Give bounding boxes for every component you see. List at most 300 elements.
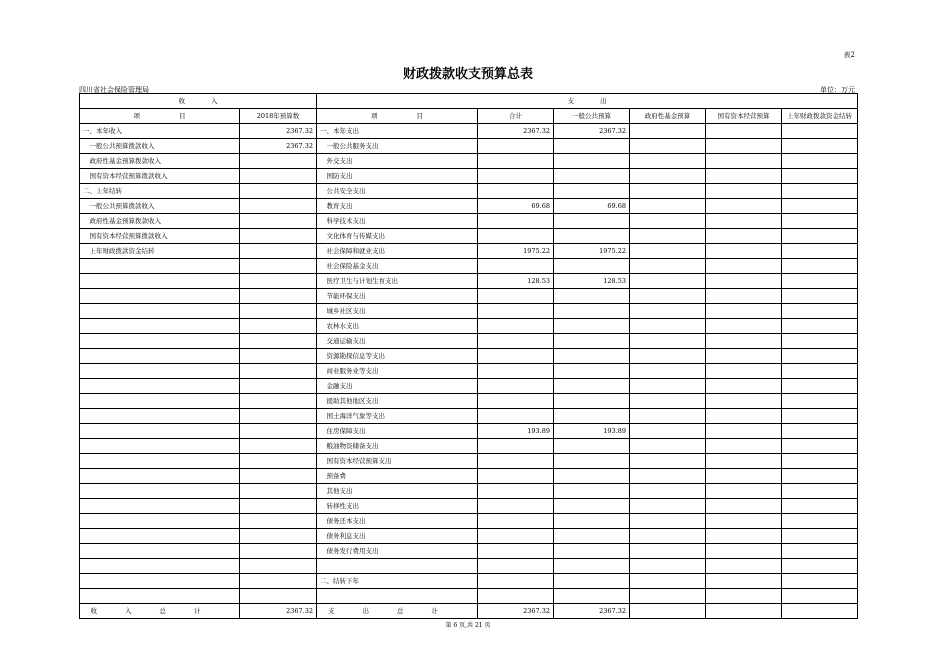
income-item-cell [80, 484, 240, 499]
income-amount-cell [240, 244, 317, 259]
table-row [80, 139, 858, 154]
fund-budget-cell [630, 304, 706, 319]
state-capital-budget-cell [706, 184, 782, 199]
carryover-cell [782, 274, 858, 289]
general-budget-cell: 128.53 [554, 274, 630, 289]
income-amount-cell [240, 514, 317, 529]
income-amount-cell [240, 529, 317, 544]
income-amount-cell [240, 259, 317, 274]
state-capital-budget-cell [706, 154, 782, 169]
expense-total-cell [478, 139, 554, 154]
carryover-cell [782, 319, 858, 334]
expense-total-cell [478, 454, 554, 469]
expense-item-cell: 国有资本经营预算支出 [317, 454, 478, 469]
table-row [80, 424, 858, 439]
expense-total-cell [478, 409, 554, 424]
table-row [80, 589, 858, 604]
table-row [80, 409, 858, 424]
expense-item-cell: 社会保险基金支出 [317, 259, 478, 274]
state-capital-budget-cell [706, 379, 782, 394]
carryover-cell [782, 124, 858, 139]
carryover-cell [782, 244, 858, 259]
carryover-cell [782, 544, 858, 559]
state-capital-budget-cell [706, 319, 782, 334]
expense-item-cell: 交通运输支出 [317, 334, 478, 349]
state-capital-budget-header: 国有资本经营预算 [706, 109, 782, 124]
state-capital-budget-cell [706, 364, 782, 379]
fund-budget-cell [630, 454, 706, 469]
general-budget-cell [554, 559, 630, 574]
income-item-cell: 国有资本经营预算拨款收入 [80, 169, 240, 184]
table-row [80, 349, 858, 364]
expense-total-cell [478, 304, 554, 319]
expense-total-cell [478, 184, 554, 199]
expense-total-cell [478, 259, 554, 274]
state-capital-budget-cell [706, 589, 782, 604]
general-budget-cell [554, 589, 630, 604]
table-row [80, 214, 858, 229]
fund-budget-header: 政府性基金预算 [630, 109, 706, 124]
state-capital-budget-cell [706, 274, 782, 289]
income-item-cell [80, 334, 240, 349]
table-row [80, 124, 858, 139]
expense-item-cell: 公共安全支出 [317, 184, 478, 199]
carryover-header: 上年财政拨款资金结转 [782, 109, 858, 124]
fund-budget-cell [630, 379, 706, 394]
state-capital-budget-cell [706, 469, 782, 484]
carryover-cell [782, 589, 858, 604]
expense-total-cell [478, 529, 554, 544]
income-amount-cell [240, 349, 317, 364]
table-row [80, 319, 858, 334]
table-row [80, 334, 858, 349]
income-amount-cell [240, 214, 317, 229]
income-item-cell [80, 394, 240, 409]
expense-total-cell [478, 319, 554, 334]
state-capital-budget-cell [706, 544, 782, 559]
carryover-cell [782, 199, 858, 214]
page-footer: 第 6 页,共 21 页 [445, 622, 491, 629]
income-item-cell [80, 469, 240, 484]
expense-total-cell [478, 229, 554, 244]
expense-total-cell [478, 289, 554, 304]
income-amount-cell [240, 154, 317, 169]
general-budget-cell [554, 334, 630, 349]
income-item-cell: 上年财政拨款资金结转 [80, 244, 240, 259]
table-row [80, 304, 858, 319]
expense-total-cell [478, 214, 554, 229]
income-total-label: 收入总计 [80, 604, 240, 619]
income-item-cell: 一、本年收入 [80, 124, 240, 139]
state-capital-budget-cell [706, 529, 782, 544]
budget-table [79, 93, 858, 619]
general-budget-cell [554, 169, 630, 184]
general-budget-cell [554, 499, 630, 514]
carryover-cell [782, 379, 858, 394]
carryover-cell [782, 559, 858, 574]
general-budget-header: 一般公共预算 [554, 109, 630, 124]
unit-name: 四川省社会保险管理局 [79, 86, 149, 94]
unit-label: 单位：万元 [820, 86, 855, 94]
income-item-cell [80, 544, 240, 559]
expense-total-cell: 193.89 [478, 424, 554, 439]
carryover-cell [782, 409, 858, 424]
fund-budget-cell [630, 469, 706, 484]
table-row [80, 274, 858, 289]
income-item-cell: 二、上年结转 [80, 184, 240, 199]
table-row [80, 289, 858, 304]
expense-item-cell: 转移性支出 [317, 499, 478, 514]
fund-budget-cell [630, 124, 706, 139]
expense-group-header: 支 出 [317, 94, 858, 109]
state-capital-budget-cell [706, 139, 782, 154]
fund-budget-cell [630, 439, 706, 454]
fund-budget-cell [630, 289, 706, 304]
fund-budget-cell [630, 514, 706, 529]
income-amount-cell [240, 589, 317, 604]
state-capital-budget-cell [706, 304, 782, 319]
table-row [80, 244, 858, 259]
table-row [80, 514, 858, 529]
general-budget-cell [554, 484, 630, 499]
income-amount-cell [240, 169, 317, 184]
fund-budget-cell [630, 349, 706, 364]
table-row [80, 379, 858, 394]
state-capital-budget-cell [706, 439, 782, 454]
carryover-cell [782, 394, 858, 409]
fund-budget-cell [630, 274, 706, 289]
expense-total-cell [478, 334, 554, 349]
expense-item-cell: 社会保障和就业支出 [317, 244, 478, 259]
expense-total-cell [478, 364, 554, 379]
fund-budget-cell [630, 199, 706, 214]
fund-budget-cell [630, 589, 706, 604]
income-item-cell [80, 424, 240, 439]
expense-total-cell [478, 469, 554, 484]
general-budget-cell [554, 379, 630, 394]
income-item-cell [80, 349, 240, 364]
table-row [80, 574, 858, 589]
table-row [80, 199, 858, 214]
table-row [80, 394, 858, 409]
expense-item-cell: 债务利息支出 [317, 529, 478, 544]
expense-total-cell [478, 484, 554, 499]
budget-2018-header: 2018年预算数 [240, 109, 317, 124]
income-item-cell [80, 259, 240, 274]
fund-budget-cell [630, 484, 706, 499]
general-budget-cell [554, 349, 630, 364]
expense-total-cell [478, 394, 554, 409]
income-item-cell [80, 289, 240, 304]
expense-item-header: 项 目 [317, 109, 478, 124]
fund-budget-cell [630, 259, 706, 274]
state-capital-budget-cell [706, 289, 782, 304]
expense-total-cell [478, 379, 554, 394]
fund-budget-cell [630, 559, 706, 574]
state-capital-budget-cell [706, 499, 782, 514]
general-budget-cell [554, 184, 630, 199]
table-row [80, 454, 858, 469]
income-amount-cell [240, 469, 317, 484]
expense-total-cell [478, 169, 554, 184]
fund-budget-cell [630, 139, 706, 154]
state-capital-budget-cell [706, 424, 782, 439]
carryover-cell [782, 184, 858, 199]
general-budget-cell [554, 229, 630, 244]
expense-total-cell [478, 514, 554, 529]
general-budget-cell [554, 304, 630, 319]
income-amount-cell [240, 274, 317, 289]
general-budget-cell [554, 409, 630, 424]
income-amount-cell [240, 544, 317, 559]
income-item-cell [80, 439, 240, 454]
general-budget-cell: 2367.32 [554, 124, 630, 139]
table-row [80, 529, 858, 544]
expense-item-cell: 医疗卫生与计划生育支出 [317, 274, 478, 289]
fund-budget-cell [630, 229, 706, 244]
fund-budget-cell [630, 169, 706, 184]
carryover-cell [782, 469, 858, 484]
general-budget-cell [554, 139, 630, 154]
table-row [80, 469, 858, 484]
state-capital-budget-cell [706, 514, 782, 529]
income-amount-cell [240, 379, 317, 394]
fund-budget-cell [630, 409, 706, 424]
general-budget-cell [554, 454, 630, 469]
totals-row [80, 604, 858, 619]
fund-budget-cell [630, 529, 706, 544]
expense-item-cell: 国土海洋气象等支出 [317, 409, 478, 424]
general-budget-cell [554, 514, 630, 529]
expense-item-cell: 住房保障支出 [317, 424, 478, 439]
carryover-cell [782, 439, 858, 454]
expense-total-label: 支出总计 [317, 604, 478, 619]
expense-item-cell: 援助其他地区支出 [317, 394, 478, 409]
income-item-cell [80, 409, 240, 424]
state-capital-budget-cell [706, 229, 782, 244]
income-amount-cell: 2367.32 [240, 139, 317, 154]
general-budget-cell [554, 529, 630, 544]
carryover-cell [782, 484, 858, 499]
carryover-cell [782, 229, 858, 244]
table-row [80, 439, 858, 454]
expense-total-cell [478, 154, 554, 169]
income-item-cell [80, 319, 240, 334]
expense-item-cell: 外交支出 [317, 154, 478, 169]
state-capital-budget-cell [706, 409, 782, 424]
income-item-cell [80, 454, 240, 469]
income-group-header: 收 入 [80, 94, 317, 109]
income-amount-cell [240, 409, 317, 424]
general-budget-cell: 193.89 [554, 424, 630, 439]
expense-item-cell: 教育支出 [317, 199, 478, 214]
general-budget-cell [554, 364, 630, 379]
income-item-cell [80, 514, 240, 529]
income-amount-cell [240, 574, 317, 589]
income-amount-cell [240, 484, 317, 499]
income-item-cell [80, 499, 240, 514]
income-amount-cell [240, 319, 317, 334]
expense-item-cell [317, 559, 478, 574]
income-amount-cell [240, 334, 317, 349]
income-item-cell [80, 574, 240, 589]
income-item-cell [80, 529, 240, 544]
income-total-amount: 2367.32 [240, 604, 317, 619]
fund-budget-cell [630, 184, 706, 199]
fund-budget-cell [630, 574, 706, 589]
general-budget-cell [554, 439, 630, 454]
expense-general-total: 2367.32 [554, 604, 630, 619]
state-capital-budget-cell [706, 124, 782, 139]
state-capital-budget-cell [706, 244, 782, 259]
expense-item-cell: 债务还本支出 [317, 514, 478, 529]
fund-budget-cell [630, 364, 706, 379]
income-item-cell [80, 379, 240, 394]
income-amount-cell [240, 454, 317, 469]
page-title: 财政拨款收支预算总表 [402, 67, 533, 82]
income-item-header: 项 目 [80, 109, 240, 124]
income-item-cell: 国有资本经营预算拨款收入 [80, 229, 240, 244]
fund-budget-cell [630, 394, 706, 409]
general-budget-cell: 69.68 [554, 199, 630, 214]
fund-budget-cell [630, 424, 706, 439]
income-amount-cell [240, 229, 317, 244]
fund-budget-cell [630, 499, 706, 514]
expense-item-cell [317, 589, 478, 604]
table-row [80, 229, 858, 244]
carryover-cell [782, 454, 858, 469]
fund-budget-cell [630, 214, 706, 229]
expense-total-cell [478, 499, 554, 514]
general-budget-cell [554, 259, 630, 274]
state-capital-budget-cell [706, 349, 782, 364]
income-amount-cell [240, 394, 317, 409]
table-row [80, 169, 858, 184]
income-amount-cell [240, 199, 317, 214]
general-budget-cell: 1975.22 [554, 244, 630, 259]
total-header: 合计 [478, 109, 554, 124]
expense-item-cell: 粮油物资储备支出 [317, 439, 478, 454]
expense-item-cell: 二、结转下年 [317, 574, 478, 589]
fund-total-cell [630, 604, 706, 619]
carryover-cell [782, 349, 858, 364]
table-row [80, 484, 858, 499]
income-amount-cell [240, 184, 317, 199]
income-amount-cell [240, 364, 317, 379]
fund-budget-cell [630, 244, 706, 259]
expense-item-cell: 资源勘探信息等支出 [317, 349, 478, 364]
fund-budget-cell [630, 334, 706, 349]
carryover-cell [782, 289, 858, 304]
expense-item-cell: 商业服务业等支出 [317, 364, 478, 379]
general-budget-cell [554, 574, 630, 589]
expense-item-cell: 预备费 [317, 469, 478, 484]
expense-total-cell: 69.68 [478, 199, 554, 214]
expense-total-cell [478, 544, 554, 559]
carryover-cell [782, 364, 858, 379]
fund-budget-cell [630, 154, 706, 169]
expense-total-cell: 2367.32 [478, 124, 554, 139]
income-amount-cell [240, 304, 317, 319]
expense-item-cell: 节能环保支出 [317, 289, 478, 304]
expense-item-cell: 其他支出 [317, 484, 478, 499]
income-item-cell: 一般公共预算拨款收入 [80, 199, 240, 214]
expense-total-cell: 128.53 [478, 274, 554, 289]
expense-item-cell: 科学技术支出 [317, 214, 478, 229]
general-budget-cell [554, 319, 630, 334]
expense-total-cell [478, 574, 554, 589]
income-amount-cell: 2367.32 [240, 124, 317, 139]
expense-item-cell: 债务发行费用支出 [317, 544, 478, 559]
state-capital-budget-cell [706, 169, 782, 184]
carryover-cell [782, 514, 858, 529]
expense-item-cell: 城乡社区支出 [317, 304, 478, 319]
table-body [80, 124, 858, 604]
column-header-row [80, 109, 858, 124]
income-item-cell: 政府性基金预算拨款收入 [80, 214, 240, 229]
carryover-cell [782, 574, 858, 589]
expense-item-cell: 文化体育与传媒支出 [317, 229, 478, 244]
income-item-cell: 一般公共预算拨款收入 [80, 139, 240, 154]
income-amount-cell [240, 424, 317, 439]
state-capital-budget-cell [706, 454, 782, 469]
carryover-cell [782, 424, 858, 439]
carryover-cell [782, 139, 858, 154]
income-amount-cell [240, 439, 317, 454]
income-item-cell [80, 559, 240, 574]
general-budget-cell [554, 154, 630, 169]
income-item-cell [80, 274, 240, 289]
state-capital-budget-cell [706, 259, 782, 274]
form-number: 表2 [843, 51, 855, 59]
expense-total-cell [478, 589, 554, 604]
expense-total-cell [478, 349, 554, 364]
expense-total-cell [478, 439, 554, 454]
carryover-cell [782, 499, 858, 514]
general-budget-cell [554, 394, 630, 409]
table-row [80, 154, 858, 169]
expense-total-amount: 2367.32 [478, 604, 554, 619]
carryover-cell [782, 259, 858, 274]
table-row [80, 499, 858, 514]
state-capital-total-cell [706, 604, 782, 619]
general-budget-cell [554, 214, 630, 229]
state-capital-budget-cell [706, 484, 782, 499]
expense-item-cell: 一、本年支出 [317, 124, 478, 139]
income-item-cell [80, 589, 240, 604]
table-row [80, 544, 858, 559]
carryover-cell [782, 169, 858, 184]
carryover-cell [782, 214, 858, 229]
state-capital-budget-cell [706, 559, 782, 574]
state-capital-budget-cell [706, 214, 782, 229]
income-amount-cell [240, 289, 317, 304]
carryover-cell [782, 154, 858, 169]
group-header-row [80, 94, 858, 109]
expense-item-cell: 农林水支出 [317, 319, 478, 334]
carryover-total-cell [782, 604, 858, 619]
income-item-cell [80, 304, 240, 319]
state-capital-budget-cell [706, 394, 782, 409]
general-budget-cell [554, 544, 630, 559]
state-capital-budget-cell [706, 334, 782, 349]
state-capital-budget-cell [706, 199, 782, 214]
fund-budget-cell [630, 319, 706, 334]
income-amount-cell [240, 499, 317, 514]
table-row [80, 364, 858, 379]
general-budget-cell [554, 289, 630, 304]
carryover-cell [782, 304, 858, 319]
